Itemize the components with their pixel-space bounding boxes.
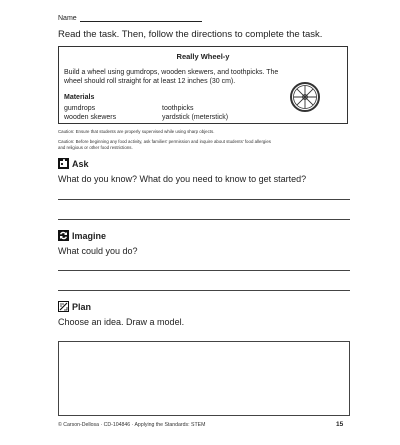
section-plan-heading xyxy=(58,301,91,312)
blueprint-icon xyxy=(58,301,69,312)
name-field-row xyxy=(58,14,202,22)
section-title: Imagine xyxy=(72,230,107,241)
task-text-line: wheel should roll straight for at least 12 inches (30 cm). xyxy=(64,78,236,85)
name-label: Name xyxy=(58,15,77,22)
caution-note: and religious or other food restrictions. xyxy=(58,145,133,150)
material-item: yardstick (meterstick) xyxy=(162,114,229,121)
instructions: Read the task. Then, follow the directions to complete the task. xyxy=(58,29,323,40)
task-box xyxy=(58,46,348,124)
wheel-icon xyxy=(289,81,321,113)
caution-note: Caution: Before beginning any food activity, ask families' permission and inquire about students' food allergies xyxy=(58,139,271,144)
writing-line[interactable] xyxy=(58,290,350,291)
drawing-area[interactable] xyxy=(58,341,350,416)
material-item: gumdrops xyxy=(64,105,96,112)
puzzle-icon xyxy=(58,158,69,169)
section-ask-question: What do you know? What do you need to know to get started? xyxy=(58,174,307,184)
task-text-line: Build a wheel using gumdrops, wooden skewers, and toothpicks. The xyxy=(64,69,279,76)
section-imagine-heading xyxy=(58,230,106,241)
section-ask-heading xyxy=(58,158,89,169)
writing-line[interactable] xyxy=(58,270,350,271)
section-title: Ask xyxy=(72,158,89,169)
section-title: Plan xyxy=(72,301,92,312)
material-item: toothpicks xyxy=(162,105,194,112)
materials-list-left xyxy=(64,104,116,122)
caution-note: Caution: Ensure that students are properly supervised while using sharp objects. xyxy=(58,129,215,134)
materials-heading: Materials xyxy=(64,94,95,101)
task-title: Really Wheel-y xyxy=(176,52,230,61)
page-number: 15 xyxy=(336,421,344,428)
name-input-line[interactable] xyxy=(80,14,202,22)
arrows-icon xyxy=(58,230,69,241)
materials-list-right xyxy=(162,104,228,122)
footer-credit: © Carson-Dellosa · CD-104846 · Applying the Standards: STEM xyxy=(58,422,206,428)
writing-line[interactable] xyxy=(58,199,350,200)
material-item: wooden skewers xyxy=(64,114,117,121)
section-imagine-question: What could you do? xyxy=(58,246,138,256)
writing-line[interactable] xyxy=(58,219,350,220)
section-plan-question: Choose an idea. Draw a model. xyxy=(58,317,185,327)
